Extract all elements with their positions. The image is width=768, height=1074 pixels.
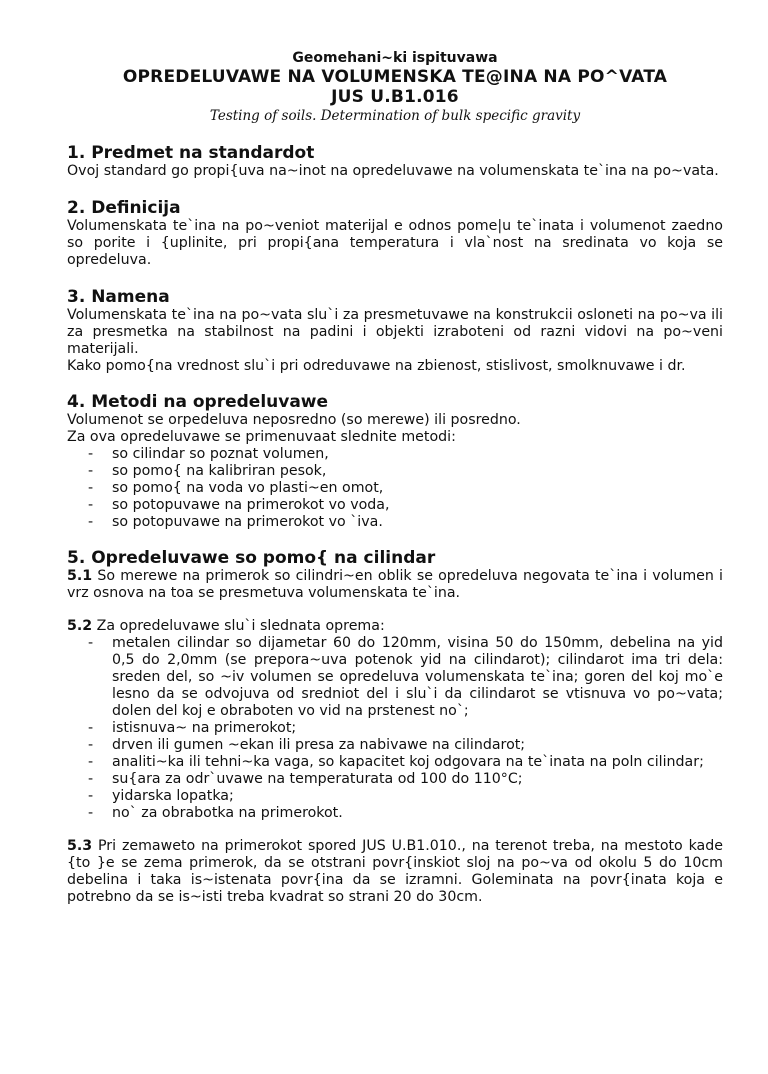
list-item	[67, 788, 723, 805]
section-3	[67, 287, 723, 375]
section-5	[67, 548, 723, 906]
section-2	[67, 198, 723, 269]
list-dash: -	[88, 737, 94, 753]
standard-code: JUS U.B1.016	[331, 87, 459, 107]
section-4	[67, 392, 723, 531]
section-2-heading: 2. Definicija	[67, 198, 181, 218]
paragraph-5-1	[67, 568, 723, 602]
list-item-text: so cilindar so poznat volumen,	[112, 446, 329, 462]
clause-number: 5.2	[67, 618, 93, 634]
methods-list	[67, 446, 723, 531]
clause-number: 5.3	[67, 838, 93, 854]
list-item-text: analiti~ka ili tehni~ka vaga, so kapacitet koj odgovara na te`inata na poln cilindar;	[112, 754, 704, 770]
list-dash: -	[88, 771, 94, 787]
section-4-heading: 4. Metodi na opredeluvawe	[67, 392, 329, 412]
series-title: Geomehani~ki ispituvawa	[292, 50, 498, 66]
list-item-text: no` za obrabotka na primerokot.	[112, 805, 343, 821]
list-dash: -	[88, 446, 94, 462]
section-1-text: Ovoj standard go propi{uva na~inot na opredeluvawe na volumenskata te`ina na po~vata.	[67, 163, 719, 179]
list-dash: -	[88, 480, 94, 496]
list-item-text: drven ili gumen ~ekan ili presa za nabivawe na cilindarot;	[112, 737, 526, 753]
paragraph-5-3	[67, 838, 723, 906]
list-dash: -	[88, 514, 94, 530]
list-item-text: metalen cilindar so dijametar 60 do 120mm, visina 50 do 150mm, debelina na yid 0,5 do 2,0mm (se prepora~uva potenok yid na cilindarot); cilindarot ima tri dela: sreden del, so ~iv volumen se opredeluva volumenskata te`ina; goren del koj mo`e lesno da se odvojuva od sredniot del i slu`i da cilindarot se vtisnuva vo po~vata; dolen del koj e obraboten vo vid na prstenest no`;	[112, 635, 723, 719]
list-dash: -	[88, 497, 94, 513]
list-dash: -	[88, 754, 94, 770]
clause-text: Pri zemaweto na primerokot spored JUS U.B1.010., na terenot treba, na mestoto kade {to }e se zema primerok, da se otstrani povr{inskiot sloj na po~va od okolu 5 do 10cm debelina i taka is~istenata povr{ina da se izramni. Goleminata na povr{inata koja e potrebno da se is~isti treba kvadrat so strani 20 do 30cm.	[67, 838, 723, 905]
clause-text: Za opredeluvawe slu`i slednata oprema:	[92, 618, 385, 634]
list-item-text: su{ara za odr`uvawe na temperaturata od 100 do 110°C;	[112, 771, 523, 787]
clause-number: 5.1	[67, 568, 93, 584]
paragraph-5-2	[67, 618, 723, 635]
list-item-text: so potopuvawe na primerokot vo `iva.	[112, 514, 383, 530]
list-dash: -	[88, 635, 94, 651]
list-item	[67, 635, 723, 720]
list-item	[67, 737, 723, 754]
section-2-text: Volumenskata te`ina na po~veniot materijal e odnos pome|u te`inata i volumenot zaedno so porite i {uplinite, pri propi{ana temperatura i vla`nost na sredinata vo koja se opredeluva.	[67, 218, 723, 268]
list-item-text: yidarska lopatka;	[112, 788, 234, 804]
list-item-text: istisnuva~ na primerokot;	[112, 720, 297, 736]
section-5-heading: 5. Opredeluvawe so pomo{ na cilindar	[67, 548, 436, 568]
list-dash: -	[88, 805, 94, 821]
list-item	[67, 514, 723, 531]
english-subtitle: Testing of soils. Determination of bulk specific gravity	[209, 108, 581, 124]
list-dash: -	[88, 788, 94, 804]
document-title: OPREDELUVAWE NA VOLUMENSKA TE@INA NA PO^VATA	[122, 67, 668, 87]
document-page	[0, 50, 768, 1074]
list-item	[67, 480, 723, 497]
section-3-heading: 3. Namena	[67, 287, 170, 307]
section-3-paragraph-2: Kako pomo{na vrednost slu`i pri odreduvawe na zbienost, stislivost, smolknuvawe i dr.	[67, 358, 686, 374]
clause-text: So merewe na primerok so cilindri~en oblik se opredeluva negovata te`ina i volumen i vrz osnova na toa se presmetuva volumenskata te`ina.	[67, 568, 723, 601]
list-item-text: so pomo{ na kalibriran pesok,	[112, 463, 327, 479]
section-1	[67, 143, 723, 180]
section-1-heading: 1. Predmet na standardot	[67, 143, 315, 163]
list-item	[67, 446, 723, 463]
list-item	[67, 754, 723, 771]
list-item	[67, 720, 723, 737]
list-dash: -	[88, 720, 94, 736]
section-4-paragraph-2: Za ova opredeluvawe se primenuvaat slednite metodi:	[67, 429, 456, 445]
list-item-text: so pomo{ na voda vo plasti~en omot,	[112, 480, 384, 496]
document-header	[67, 50, 723, 126]
list-item	[67, 463, 723, 480]
list-item-text: so potopuvawe na primerokot vo voda,	[112, 497, 390, 513]
section-4-paragraph-1: Volumenot se orpedeluva neposredno (so merewe) ili posredno.	[67, 412, 521, 428]
list-item	[67, 771, 723, 788]
section-3-paragraph-1: Volumenskata te`ina na po~vata slu`i za presmetuvawe na konstrukcii osloneti na po~va ili za presmetka na stabilnost na padini i objekti izraboteni od razni vidovi na po~veni materijali.	[67, 307, 723, 357]
equipment-list	[67, 635, 723, 822]
list-dash: -	[88, 463, 94, 479]
list-item	[67, 805, 723, 822]
list-item	[67, 497, 723, 514]
